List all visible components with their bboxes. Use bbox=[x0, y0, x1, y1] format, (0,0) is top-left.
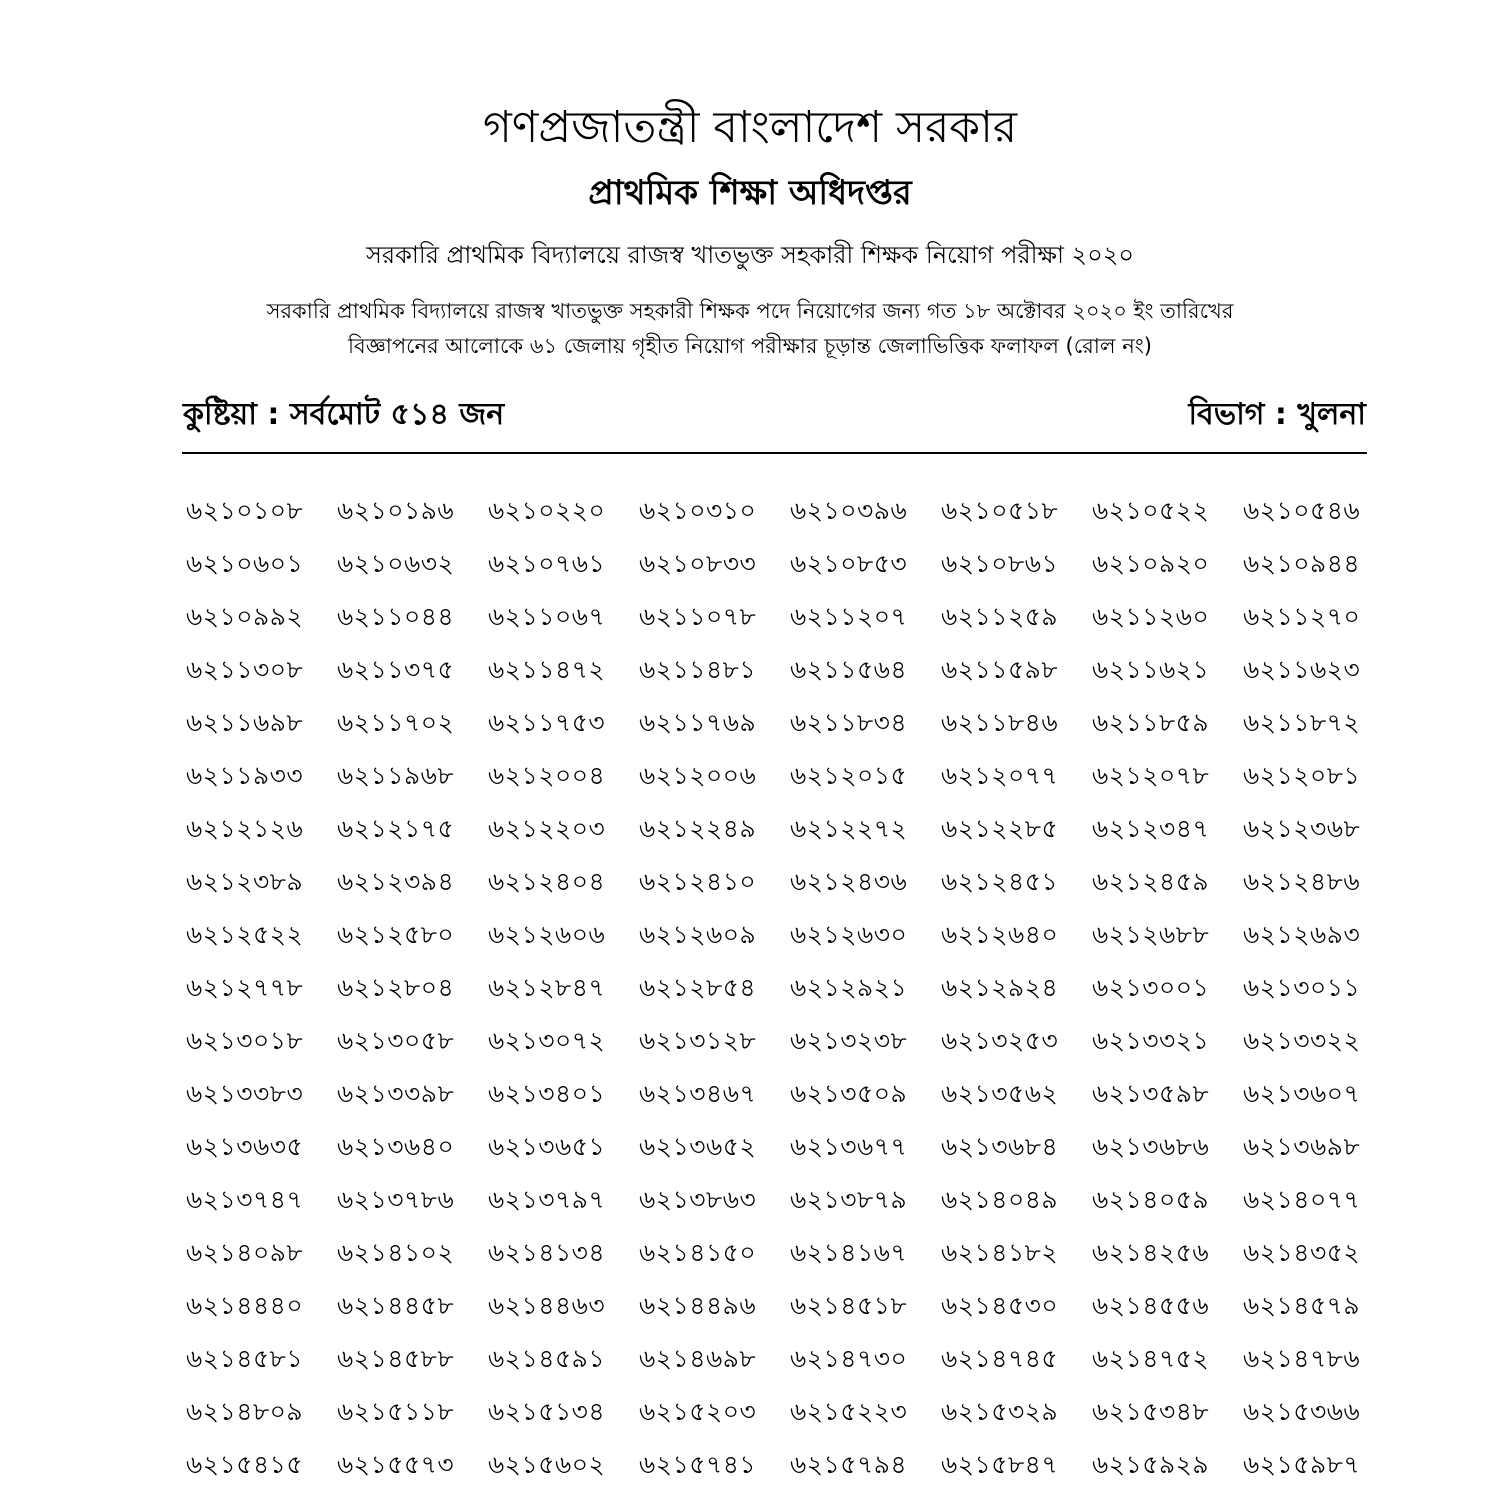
roll-number: ৬২১৫১১৮ bbox=[337, 1397, 455, 1426]
roll-number: ৬২১৩৮৬৩ bbox=[639, 1185, 757, 1214]
roll-number: ৬২১৪৬৯৮ bbox=[639, 1344, 757, 1373]
roll-number: ৬২১৫৫৭৩ bbox=[337, 1450, 455, 1479]
roll-number: ৬২১২৮০৪ bbox=[337, 973, 455, 1002]
roll-number: ৬২১১৩০৮ bbox=[186, 655, 304, 684]
roll-number: ৬২১০৬৩২ bbox=[337, 549, 455, 578]
roll-number: ৬২১৩৪৬৭ bbox=[639, 1079, 757, 1108]
roll-number: ৬২১৪০৪৯ bbox=[941, 1185, 1059, 1214]
roll-number: ৬২১৪৭৫২ bbox=[1092, 1344, 1210, 1373]
roll-number: ৬২১২২৭২ bbox=[790, 814, 908, 843]
roll-number: ৬২১২৬৪০ bbox=[941, 920, 1059, 949]
roll-number: ৬২১১২০৭ bbox=[790, 602, 908, 631]
roll-number: ৬২১১২৫৯ bbox=[941, 602, 1059, 631]
roll-number: ৬২১২৯২৪ bbox=[941, 973, 1059, 1002]
roll-number: ৬২১০৩১০ bbox=[639, 496, 757, 525]
roll-number: ৬২১৩৬৮৬ bbox=[1092, 1132, 1210, 1161]
roll-number: ৬২১১৮৪৬ bbox=[941, 708, 1059, 737]
result-notice bbox=[0, 294, 1500, 364]
roll-number: ৬২১৩০৫৮ bbox=[337, 1026, 455, 1055]
roll-number: ৬২১২৩৯৪ bbox=[337, 867, 455, 896]
roll-number: ৬২১২৬৮৮ bbox=[1092, 920, 1210, 949]
roll-number: ৬২১৪১৬৭ bbox=[790, 1238, 908, 1267]
roll-number: ৬২১৩১২৮ bbox=[639, 1026, 757, 1055]
roll-number: ৬২১১৬৯৮ bbox=[186, 708, 304, 737]
roll-number: ৬২১৪৭৮৬ bbox=[1243, 1344, 1361, 1373]
roll-number: ৬২১২২০৩ bbox=[488, 814, 606, 843]
roll-number: ৬২১৫১৩৪ bbox=[488, 1397, 606, 1426]
roll-number: ৬২১২৬৯৩ bbox=[1243, 920, 1361, 949]
roll-number: ৬২১৪৫৭৯ bbox=[1243, 1291, 1361, 1320]
roll-number: ৬২১১৫৯৮ bbox=[941, 655, 1059, 684]
department-title: প্রাথমিক শিক্ষা অধিদপ্তর bbox=[588, 173, 912, 213]
roll-number: ৬২১০৮৫৩ bbox=[790, 549, 908, 578]
roll-number: ৬২১২৪৫৯ bbox=[1092, 867, 1210, 896]
roll-number: ৬২১০৬০১ bbox=[186, 549, 304, 578]
roll-number: ৬২১৩৩২১ bbox=[1092, 1026, 1210, 1055]
roll-number: ৬২১২৮৪৭ bbox=[488, 973, 606, 1002]
roll-number: ৬২১৩৬০৭ bbox=[1243, 1079, 1361, 1108]
roll-number: ৬২১৪৫৮১ bbox=[186, 1344, 304, 1373]
roll-number: ৬২১৩২৫৩ bbox=[941, 1026, 1059, 1055]
roll-number: ৬২১১৯৩৩ bbox=[186, 761, 304, 790]
roll-number-grid bbox=[186, 484, 1386, 1491]
roll-number: ৬২১৩০০১ bbox=[1092, 973, 1210, 1002]
roll-number: ৬২১৪০৯৮ bbox=[186, 1238, 304, 1267]
roll-number: ৬২১৪১০২ bbox=[337, 1238, 455, 1267]
roll-number: ৬২১২৬০৯ bbox=[639, 920, 757, 949]
roll-number: ৬২১৫৩৬৬ bbox=[1243, 1397, 1361, 1426]
roll-number: ৬২১১৩৭৫ bbox=[337, 655, 455, 684]
roll-number: ৬২১২৩৮৯ bbox=[186, 867, 304, 896]
roll-number: ৬২১২০০৬ bbox=[639, 761, 757, 790]
roll-number: ৬২১৪৪৫৮ bbox=[337, 1291, 455, 1320]
roll-number: ৬২১৪৭৩০ bbox=[790, 1344, 908, 1373]
roll-number: ৬২১১০৪৪ bbox=[337, 602, 455, 631]
roll-number: ৬২১১৮৩৪ bbox=[790, 708, 908, 737]
roll-number: ৬২১২৫৮০ bbox=[337, 920, 455, 949]
roll-number: ৬২১২৪৫১ bbox=[941, 867, 1059, 896]
roll-number: ৬২১২০৭৭ bbox=[941, 761, 1059, 790]
roll-number: ৬২১৩৩৯৮ bbox=[337, 1079, 455, 1108]
roll-number: ৬২১২৪১০ bbox=[639, 867, 757, 896]
roll-number: ৬২১০৭৬১ bbox=[488, 549, 606, 578]
roll-number: ৬২১৫৯৮৭ bbox=[1243, 1450, 1361, 1479]
roll-number: ৬২১৪৫১৮ bbox=[790, 1291, 908, 1320]
roll-number: ৬২১১৫৬৪ bbox=[790, 655, 908, 684]
roll-number: ৬২১৫৯২৯ bbox=[1092, 1450, 1210, 1479]
roll-number: ৬২১৫৪১৫ bbox=[186, 1450, 304, 1479]
roll-number: ৬২১০৮৬১ bbox=[941, 549, 1059, 578]
district-summary: কুষ্টিয়া : সর্বমোট ৫১৪ জন bbox=[183, 397, 505, 432]
roll-number: ৬২১৪০৫৯ bbox=[1092, 1185, 1210, 1214]
roll-number: ৬২১২২৪৯ bbox=[639, 814, 757, 843]
roll-number: ৬২১৪৪৬৩ bbox=[488, 1291, 606, 1320]
roll-number: ৬২১১২৬০ bbox=[1092, 602, 1210, 631]
roll-number: ৬২১৫২০৩ bbox=[639, 1397, 757, 1426]
roll-number: ৬২১৫৭৪১ bbox=[639, 1450, 757, 1479]
roll-number: ৬২১৪২৫৬ bbox=[1092, 1238, 1210, 1267]
roll-number: ৬২১১৬২৩ bbox=[1243, 655, 1361, 684]
roll-number: ৬২১২৬০৬ bbox=[488, 920, 606, 949]
roll-number: ৬২১২২৮৫ bbox=[941, 814, 1059, 843]
roll-number: ৬২১৩৮৭৯ bbox=[790, 1185, 908, 1214]
roll-number: ৬২১১৭০২ bbox=[337, 708, 455, 737]
government-title: গণপ্রজাতন্ত্রী বাংলাদেশ সরকার bbox=[482, 102, 1018, 153]
roll-number: ৬২১০২২০ bbox=[488, 496, 606, 525]
roll-number: ৬২১০৯৯২ bbox=[186, 602, 304, 631]
roll-number: ৬২১৩০৭২ bbox=[488, 1026, 606, 1055]
roll-number: ৬২১১২৭০ bbox=[1243, 602, 1361, 631]
roll-number: ৬২১৪৫৫৬ bbox=[1092, 1291, 1210, 1320]
roll-number: ৬২১২৪৮৬ bbox=[1243, 867, 1361, 896]
roll-number: ৬২১৩৪০১ bbox=[488, 1079, 606, 1108]
roll-number: ৬২১২০৭৮ bbox=[1092, 761, 1210, 790]
roll-number: ৬২১৩৭৪৭ bbox=[186, 1185, 304, 1214]
roll-number: ৬২১৩২৩৮ bbox=[790, 1026, 908, 1055]
roll-number: ৬২১৫৭৯৪ bbox=[790, 1450, 908, 1479]
roll-number: ৬২১০৩৯৬ bbox=[790, 496, 908, 525]
roll-number: ৬২১৩৬৫১ bbox=[488, 1132, 606, 1161]
roll-number: ৬২১৪৪৪০ bbox=[186, 1291, 304, 1320]
roll-number: ৬২১৪৭৪৫ bbox=[941, 1344, 1059, 1373]
roll-number: ৬২১৩৬৭৭ bbox=[790, 1132, 908, 1161]
roll-number: ৬২১২৯২১ bbox=[790, 973, 908, 1002]
roll-number: ৬২১০১০৮ bbox=[186, 496, 304, 525]
roll-number: ৬২১৩০১৮ bbox=[186, 1026, 304, 1055]
roll-number: ৬২১৫২২৩ bbox=[790, 1397, 908, 1426]
roll-number: ৬২১০৫৪৬ bbox=[1243, 496, 1361, 525]
roll-number: ৬২১৩৫০৯ bbox=[790, 1079, 908, 1108]
header-divider bbox=[182, 452, 1367, 454]
roll-number: ৬২১১৮৫৯ bbox=[1092, 708, 1210, 737]
roll-number: ৬২১১৯৬৮ bbox=[337, 761, 455, 790]
roll-number: ৬২১২৩৬৮ bbox=[1243, 814, 1361, 843]
notice-line-2: বিজ্ঞাপনের আলোকে ৬১ জেলায় গৃহীত নিয়োগ পরীক্ষার চূড়ান্ত জেলাভিত্তিক ফলাফল (রোল নং) bbox=[348, 334, 1152, 358]
roll-number: ৬২১০১৯৬ bbox=[337, 496, 455, 525]
roll-number: ৬২১৩৬৩৫ bbox=[186, 1132, 304, 1161]
roll-number: ৬২১৫৩২৯ bbox=[941, 1397, 1059, 1426]
roll-number: ৬২১৪১৫০ bbox=[639, 1238, 757, 1267]
roll-number: ৬২১৪১৩৪ bbox=[488, 1238, 606, 1267]
roll-number: ৬২১৩৬৮৪ bbox=[941, 1132, 1059, 1161]
roll-number: ৬২১২৫২২ bbox=[186, 920, 304, 949]
roll-number: ৬২১২৬৩০ bbox=[790, 920, 908, 949]
roll-number: ৬২১৫৩৪৮ bbox=[1092, 1397, 1210, 1426]
roll-number: ৬২১৩৫৬২ bbox=[941, 1079, 1059, 1108]
roll-number: ৬২১৩৩৮৩ bbox=[186, 1079, 304, 1108]
roll-number: ৬২১৪৩৫২ bbox=[1243, 1238, 1361, 1267]
roll-number: ৬২১০৮৩৩ bbox=[639, 549, 757, 578]
roll-number: ৬২১১৭৫৩ bbox=[488, 708, 606, 737]
roll-number: ৬২১২০০৪ bbox=[488, 761, 606, 790]
roll-number: ৬২১৪০৭৭ bbox=[1243, 1185, 1361, 1214]
roll-number: ৬২১৪৪৯৬ bbox=[639, 1291, 757, 1320]
roll-number: ৬২১০৯২০ bbox=[1092, 549, 1210, 578]
roll-number: ৬২১২৩৪৭ bbox=[1092, 814, 1210, 843]
roll-number: ৬২১৩৬৪০ bbox=[337, 1132, 455, 1161]
roll-number: ৬২১২১৭৫ bbox=[337, 814, 455, 843]
roll-number: ৬২১৪৫৯১ bbox=[488, 1344, 606, 1373]
roll-number: ৬২১৫৬০২ bbox=[488, 1450, 606, 1479]
roll-number: ৬২১১০৬৭ bbox=[488, 602, 606, 631]
roll-number: ৬২১১০৭৮ bbox=[639, 602, 757, 631]
roll-number: ৬২১২০১৫ bbox=[790, 761, 908, 790]
roll-number: ৬২১২০৮১ bbox=[1243, 761, 1361, 790]
roll-number: ৬২১১৮৭২ bbox=[1243, 708, 1361, 737]
roll-number: ৬২১৩৬৯৮ bbox=[1243, 1132, 1361, 1161]
roll-number: ৬২১৫৮৪৭ bbox=[941, 1450, 1059, 1479]
roll-number: ৬২১০৯৪৪ bbox=[1243, 549, 1361, 578]
district-bar bbox=[183, 392, 1366, 438]
roll-number: ৬২১৪১৮২ bbox=[941, 1238, 1059, 1267]
roll-number: ৬২১২৭৭৮ bbox=[186, 973, 304, 1002]
roll-number: ৬২১২৮৫৪ bbox=[639, 973, 757, 1002]
roll-number: ৬২১১৭৬৯ bbox=[639, 708, 757, 737]
roll-number: ৬২১৩৫৯৮ bbox=[1092, 1079, 1210, 1108]
roll-number: ৬২১৪৫৮৮ bbox=[337, 1344, 455, 1373]
roll-number: ৬২১২১২৬ bbox=[186, 814, 304, 843]
notice-line-1: সরকারি প্রাথমিক বিদ্যালয়ে রাজস্ব খাতভুক্ত সহকারী শিক্ষক পদে নিয়োগের জন্য গত ১৮ অক্টোবর ২০২০ ইং তারিখের bbox=[266, 299, 1234, 323]
roll-number: ৬২১৩৭৯৭ bbox=[488, 1185, 606, 1214]
roll-number: ৬২১৩৩২২ bbox=[1243, 1026, 1361, 1055]
roll-number: ৬২১০৫২২ bbox=[1092, 496, 1210, 525]
roll-number: ৬২১৩৬৫২ bbox=[639, 1132, 757, 1161]
exam-title: সরকারি প্রাথমিক বিদ্যালয়ে রাজস্ব খাতভুক্ত সহকারী শিক্ষক নিয়োগ পরীক্ষা ২০২০ bbox=[366, 241, 1134, 269]
division-label: বিভাগ : খুলনা bbox=[1188, 397, 1366, 432]
roll-number: ৬২১০৫১৮ bbox=[941, 496, 1059, 525]
roll-number: ৬২১১৪৮১ bbox=[639, 655, 757, 684]
roll-number: ৬২১৩৭৮৬ bbox=[337, 1185, 455, 1214]
roll-number: ৬২১২৪৩৬ bbox=[790, 867, 908, 896]
roll-number: ৬২১৩০১১ bbox=[1243, 973, 1361, 1002]
roll-number: ৬২১৪৮০৯ bbox=[186, 1397, 304, 1426]
roll-number: ৬২১১৪৭২ bbox=[488, 655, 606, 684]
roll-number: ৬২১১৬২১ bbox=[1092, 655, 1210, 684]
roll-number: ৬২১৪৫৩০ bbox=[941, 1291, 1059, 1320]
roll-number: ৬২১২৪০৪ bbox=[488, 867, 606, 896]
